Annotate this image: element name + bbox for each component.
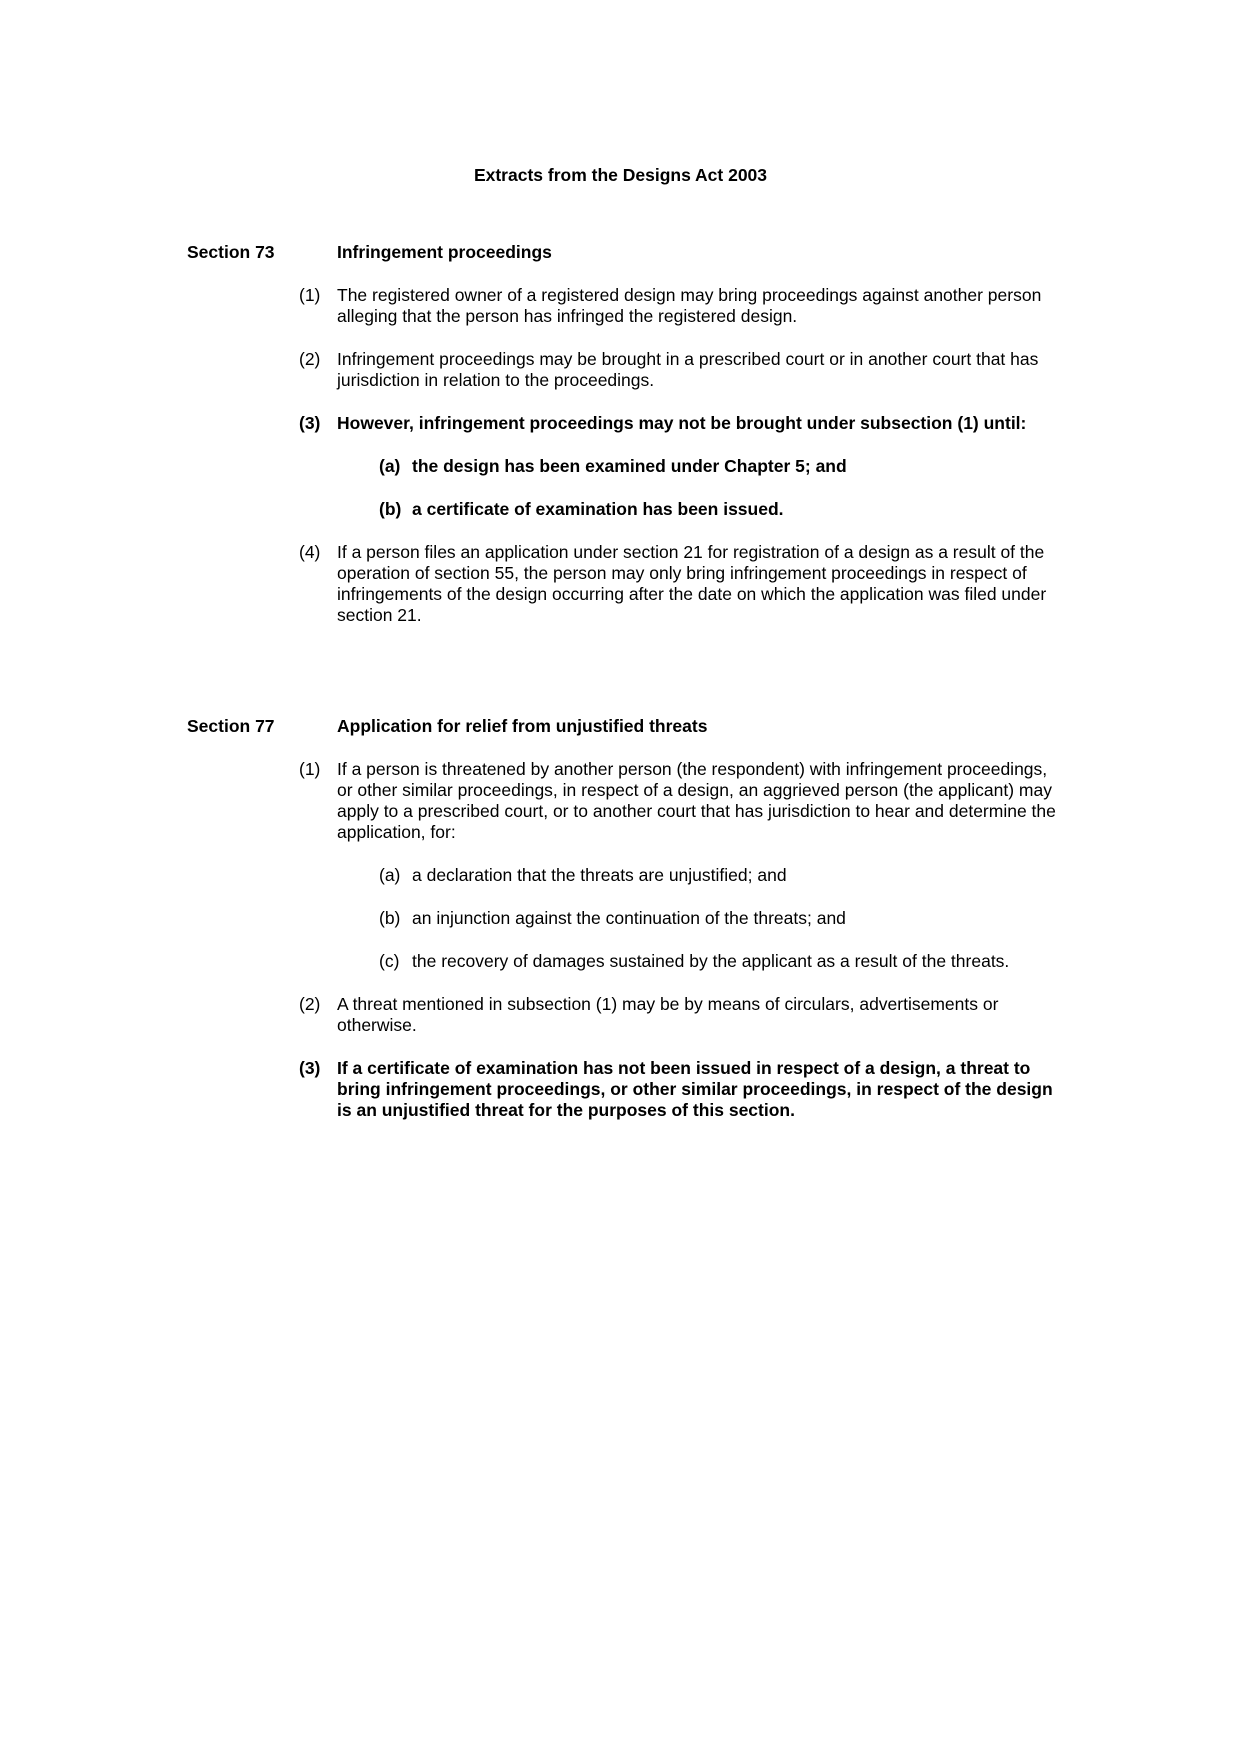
paragraph-b [0, 908, 1241, 929]
subsection-text: Infringement proceedings may be brought in a prescribed court or in another court that has jurisdiction in relation to the proceedings. [337, 349, 1039, 390]
paragraph-number: (a) [379, 456, 401, 476]
section-label: Section 77 [187, 716, 275, 736]
paragraph-text: the recovery of damages sustained by the applicant as a result of the threats. [412, 951, 1010, 971]
paragraph-text: an injunction against the continuation of the threats; and [412, 908, 846, 928]
paragraph-number: (b) [379, 499, 402, 519]
paragraph-text: a declaration that the threats are unjustified; and [412, 865, 787, 885]
document-title: Extracts from the Designs Act 2003 [473, 165, 768, 185]
section-heading: Infringement proceedings [337, 242, 552, 262]
subsection-number: (2) [299, 994, 321, 1014]
subsection-4 [0, 542, 1241, 626]
section-header [0, 716, 1241, 737]
subsection-text: If a person files an application under section 21 for registration of a design as a result of the operation of section 55, the person may only bring infringement proceedings in respect of infringements of the design occurring after the date on which the application was filed under section 21. [337, 542, 1047, 625]
paragraph-number: (a) [379, 865, 401, 885]
section-73 [0, 242, 1241, 626]
subsection-text: However, infringement proceedings may not be brought under subsection (1) until: [337, 413, 1027, 433]
paragraph-c [0, 951, 1241, 972]
subsection-number: (1) [299, 759, 321, 779]
paragraph-number: (b) [379, 908, 401, 928]
subsection-text: A threat mentioned in subsection (1) may be by means of circulars, advertisements or otherwise. [337, 994, 999, 1035]
subsection-3 [0, 1058, 1241, 1121]
paragraph-a [0, 865, 1241, 886]
subsection-2 [0, 994, 1241, 1036]
subsection-number: (3) [299, 1058, 321, 1078]
section-header [0, 242, 1241, 263]
paragraph-text: a certificate of examination has been issued. [412, 499, 784, 519]
section-label: Section 73 [187, 242, 275, 262]
subsection-number: (2) [299, 349, 321, 369]
subsection-number: (3) [299, 413, 321, 433]
paragraph-b [0, 499, 1241, 520]
section-77 [0, 716, 1241, 1121]
subsection-text: The registered owner of a registered design may bring proceedings against another person alleging that the person has infringed the registered design. [337, 285, 1042, 326]
subsection-2 [0, 349, 1241, 391]
paragraph-text: the design has been examined under Chapter 5; and [412, 456, 847, 476]
subsection-1 [0, 759, 1241, 843]
subsection-3 [0, 413, 1241, 434]
subsection-number: (1) [299, 285, 321, 305]
subsection-text: If a person is threatened by another person (the respondent) with infringement proceedings, or other similar proceedings, in respect of a design, an aggrieved person (the applicant) may apply to a prescribed court, or to another court that has jurisdiction to hear and determine the application, for: [337, 759, 1056, 842]
paragraph-number: (c) [379, 951, 400, 971]
subsection-text: If a certificate of examination has not been issued in respect of a design, a threat to bring infringement proceedings, or other similar proceedings, in respect of the design is an unjustified threat for the purposes of this section. [337, 1058, 1053, 1120]
subsection-number: (4) [299, 542, 321, 562]
paragraph-a [0, 456, 1241, 477]
subsection-1 [0, 285, 1241, 327]
section-heading: Application for relief from unjustified threats [337, 716, 708, 736]
